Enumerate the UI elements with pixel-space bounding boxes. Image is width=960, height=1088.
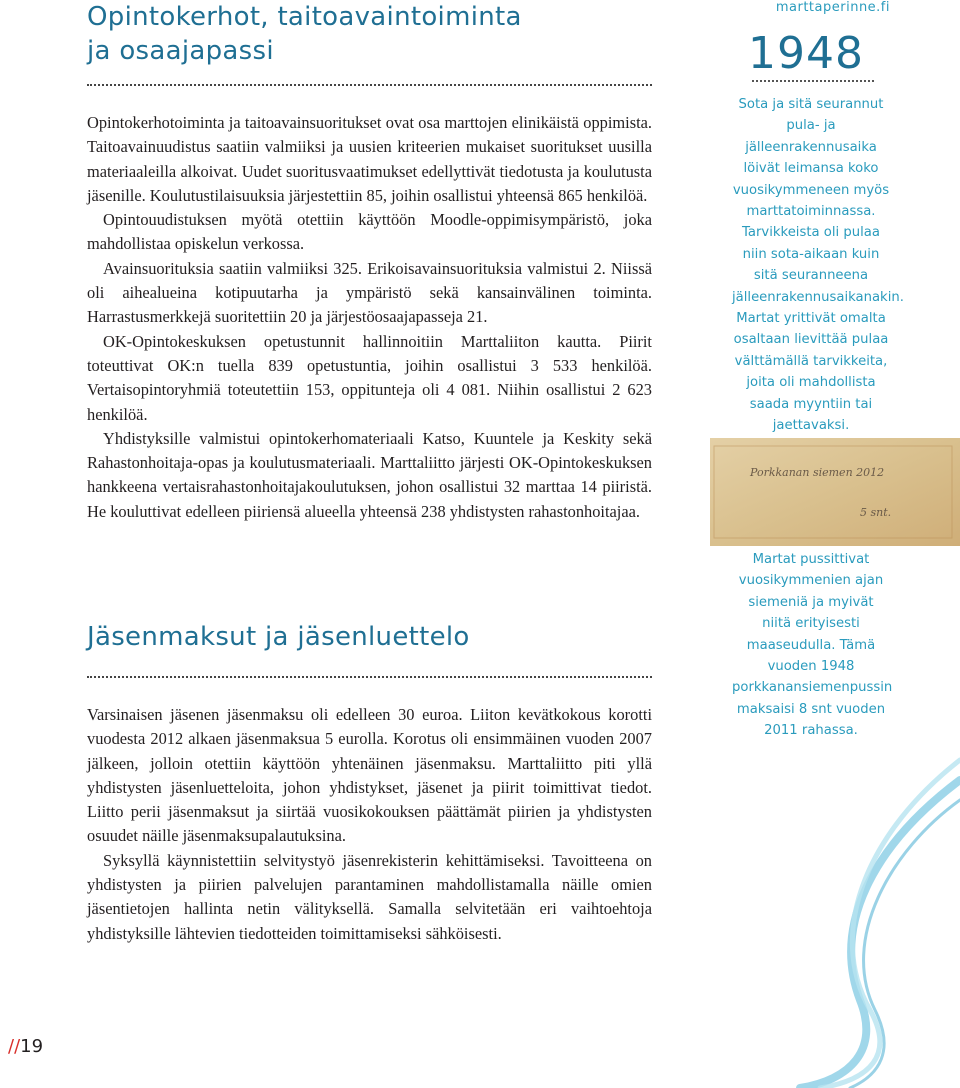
- sidebar-caption: Martat pussittivat vuosikymmenien ajan siemeniä ja myivät niitä erityisesti maaseudulla. Tämä vuoden 1948 porkkanansiemenpussin maksaisi 8 snt vuoden 2011 rahassa.: [732, 552, 893, 739]
- page-number: [8, 1036, 43, 1057]
- page-slashes: //: [8, 1036, 21, 1057]
- section-title: [87, 0, 522, 68]
- section-title-line: Opintokerhot, taitoavaintoiminta: [87, 2, 522, 32]
- photo-handwriting: Porkkanan siemen 2012: [750, 466, 885, 479]
- paragraph: Yhdistyksille valmistui opintokerhomateriaali Katso, Kuuntele ja Keskity sekä Rahastonhoitaja-opas ja koulutusmateriaali. Marttaliitto järjesti OK-Opintokeskuksen hankkeena vertaisrahastonhoitajakoulutuksen, johon osallistui 32 marttaa 14 piiristä. He kouluttivat edelleen piiriensä alueella yhteensä 238 yhdistysten rahastonhoitajaa.: [87, 428, 652, 521]
- yarn-decoration: [620, 700, 960, 1088]
- dotted-divider: [752, 80, 874, 82]
- dotted-divider: [87, 84, 652, 86]
- paragraph: Syksyllä käynnistettiin selvitystyö jäsenrekisterin kehittämiseksi. Tavoitteena on yhdistysten ja piirien palvelujen parantaminen mahdollistamalla näille omien jäsentietojen hallinta netin välityksellä. Samalla selvitetään eri vaihtoehtoja yhdistyksille lähtevien tiedotteiden toimittamiseksi sähköisesti.: [87, 850, 652, 943]
- section-title: Jäsenmaksut ja jäsenluettelo: [87, 622, 470, 652]
- seed-packet-photo: [710, 438, 960, 546]
- page-number-value: 19: [20, 1036, 44, 1057]
- paragraph: Opintouudistuksen myötä otettiin käyttöön Moodle-oppimisympäristö, joka mahdollistaa opiskelun verkossa.: [87, 210, 652, 254]
- seed-packet-image: [710, 438, 960, 546]
- sidebar-text: Sota ja sitä seurannut pula- ja jälleenrakennusaika löivät leimansa koko vuosikymmeneen myös marttatoiminnassa. Tarvikkeista oli pulaa niin sota-aikaan kuin sitä seuranneena jälleenrakennusaikanakin. Martat yrittivät omalta osaltaan lievittää pulaa välttämällä tarvikkeita, joita oli mahdollista saada myyntiin tai jaettavaksi.: [732, 97, 904, 434]
- paragraph: Avainsuorituksia saatiin valmiiksi 325. Erikoisavainsuorituksia valmistui 2. Niissä oli aihealueina kotipuutarha ja ympäristö sekä kansainvälinen toiminta. Harrastusmerkkejä suoritettiin 20 ja järjestöosaajapasseja 21.: [87, 258, 652, 327]
- site-url: marttaperinne.fi: [775, 0, 890, 15]
- section-title-line: ja osaajapassi: [87, 36, 274, 66]
- sidebar-year: 1948: [748, 28, 864, 79]
- paragraph: OK-Opintokeskuksen opetustunnit hallinnoitiin Marttaliiton kautta. Piirit toteuttivat OK:n tuella 839 opetustuntia, joihin osallistui 3 533 henkilöä. Vertaisopintoryhmiä toteutettiin 153, oppitunteja oli 4 081. Niihin osallistui 2 623 henkilöä.: [87, 331, 652, 424]
- section-body: [87, 703, 652, 946]
- photo-handwriting: 5 snt.: [860, 506, 892, 519]
- paragraph: Varsinaisen jäsenen jäsenmaksu oli edelleen 30 euroa. Liiton kevätkokous korotti vuodesta 2012 alkaen jäsenmaksua 5 eurolla. Korotus oli ensimmäinen vuoden 2007 jälkeen, jolloin otettiin käyttöön yhtenäinen jäsenmaksu. Marttaliitto piti yllä yhdistysten jäsenluetteloita, johon yhdistykset, jäsenet ja piirit toimittivat tiedot. Liitto perii jäsenmaksut ja siirtää vuosikokouksen päättämät piirien ja yhdistysten osuudet näille jäsenmaksupalautuksina.: [87, 705, 652, 846]
- paragraph: Opintokerhotoiminta ja taitoavainsuoritukset ovat osa marttojen elinikäistä oppimista. Taitoavainuudistus saatiin valmiiksi ja uusien kriteerien mukaiset suoritukset uusilla materiaaleilla alkoivat. Uudet suoritusvaatimukset edellyttivät tiedotusta ja koulutusta jäsenille. Koulutustilaisuuksia järjestettiin 85, joihin osallistui yhteensä 865 henkilöä.: [87, 113, 652, 205]
- section-body: [87, 111, 652, 524]
- dotted-divider: [87, 676, 652, 678]
